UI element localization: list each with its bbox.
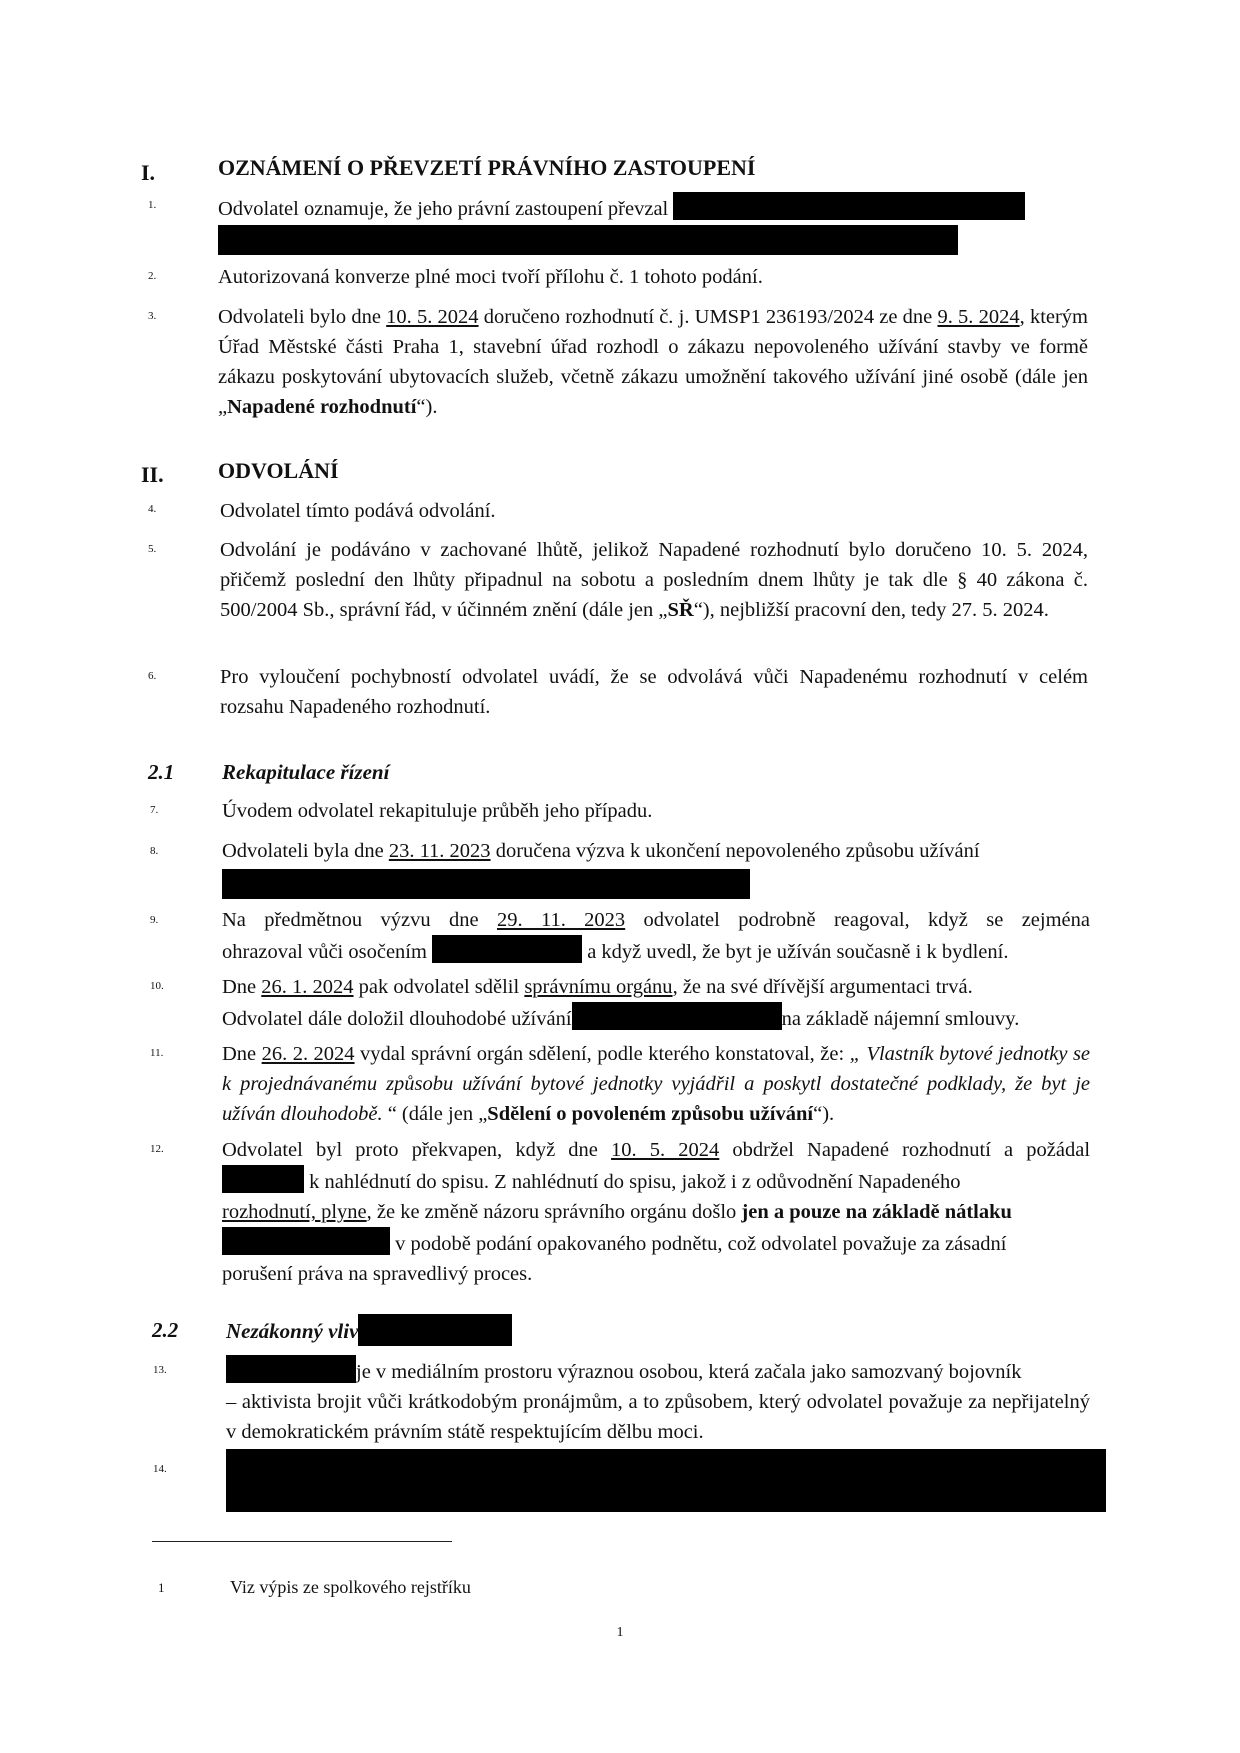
date: 26. 2. 2024 xyxy=(261,1043,355,1065)
paragraph-number: 1. xyxy=(148,199,157,211)
paragraph-number: 10. xyxy=(150,980,164,992)
section-number: I. xyxy=(141,160,156,185)
redaction xyxy=(226,1355,356,1383)
paragraph-5: Odvolání je podáváno v zachované lhůtě, jelikož Napadené rozhodnutí bylo doručeno 10. 5. 2024, přičemž poslední den lhůty připadnul na sobotu a posledním dnem lhůty je tak dle § 40 zákona č. 500/2004 Sb., správní řád, v účinném znění (dále jen „SŘ“), nejbližší pracovní den, tedy 27. 5. 2024. xyxy=(220,539,1088,621)
redaction xyxy=(572,1002,782,1030)
date: 9. 5. 2024 xyxy=(937,306,1020,328)
paragraph-1 xyxy=(218,192,1088,224)
page-number: 1 xyxy=(616,1625,624,1640)
date: 29. 11. 2023 xyxy=(496,909,626,931)
paragraph-9: Na předmětnou výzvu dne 29. 11. 2023 odvolatel podrobně reagoval, když se zejména ohrazoval vůči osočením a když uvedl, že byt je užíván současně i k bydlení. xyxy=(222,909,1090,963)
section-title: OZNÁMENÍ O PŘEVZETÍ PRÁVNÍHO ZASTOUPENÍ xyxy=(218,155,756,180)
redaction xyxy=(673,192,1025,220)
redaction xyxy=(222,869,750,899)
paragraph-4: Odvolatel tímto podává odvolání. xyxy=(220,500,496,522)
defined-term: Napadené rozhodnutí xyxy=(227,396,417,418)
paragraph-12: Odvolatel byl proto překvapen, když dne 10. 5. 2024 obdržel Napadené rozhodnutí a požádal k nahlédnutí do spisu. Z nahlédnutí do spisu, jakož i z odůvodnění Napadeného rozhodnutí, plyne, že ke změně názoru správního orgánu došlo jen a pouze na základě nátlaku v podobě podání opakovaného podnětu, což odvolatel považuje za zásadní porušení práva na spravedlivý proces. xyxy=(222,1139,1091,1285)
redaction xyxy=(432,935,582,963)
paragraph-number: 9. xyxy=(150,914,159,926)
subsection-title: Nezákonný vliv xyxy=(226,1314,512,1346)
footnote-separator xyxy=(152,1541,452,1542)
date: 10. 5. 2024 xyxy=(611,1139,720,1161)
paragraph-number: 13. xyxy=(153,1364,167,1376)
redaction xyxy=(226,1449,1106,1512)
paragraph-number: 14. xyxy=(153,1463,167,1475)
footnote-text: Viz výpis ze spolkového rejstříku xyxy=(230,1577,471,1597)
date: 10. 5. 2024 xyxy=(386,306,479,328)
paragraph-text: Odvolatel oznamuje, že jeho právní zastoupení převzal xyxy=(218,198,669,220)
footnote-number: 1 xyxy=(158,1580,165,1595)
paragraph-2: Autorizovaná konverze plné moci tvoří přílohu č. 1 tohoto podání. xyxy=(218,266,763,288)
section-number: II. xyxy=(141,462,164,487)
redaction xyxy=(358,1314,512,1346)
paragraph-3: Odvolateli bylo dne 10. 5. 2024 doručeno rozhodnutí č. j. UMSP1 236193/2024 ze dne 9. 5. 2024, kterým Úřad Městské části Praha 1, stavební úřad rozhodl o zákazu nepovoleného užívání stavby ve formě zákazu poskytování ubytovacích služeb, včetně zákazu umožnění takového užívání jiné osobě (dále jen „Napadené rozhodnutí“). xyxy=(218,306,1089,418)
paragraph-number: 2. xyxy=(148,270,157,282)
subsection-number: 2.2 xyxy=(152,1318,179,1342)
paragraph-10: Dne 26. 1. 2024 pak odvolatel sdělil správnímu orgánu, že na své dřívější argumentaci trvá. Odvolatel dále doložil dlouhodobé užívání na základě nájemní smlouvy. xyxy=(222,976,1020,1030)
quotation: „ Vlastník bytové jednotky se k projednávanému způsobu užívání bytové jednotky vyjádřil a poskytl dostatečné podklady, že byt je užíván dlouhodobě. xyxy=(222,1043,1091,1125)
date: 23. 11. 2023 xyxy=(388,840,491,862)
defined-term: SŘ xyxy=(667,599,694,621)
emphasis: jen a pouze na základě nátlaku xyxy=(741,1201,1012,1223)
paragraph-number: 12. xyxy=(150,1143,164,1155)
defined-term: Sdělení o povoleném způsobu užívání xyxy=(487,1103,814,1125)
paragraph-8: Odvolateli byla dne 23. 11. 2023 doručena výzva k ukončení nepovoleného způsobu užívání xyxy=(222,840,980,862)
section-title: ODVOLÁNÍ xyxy=(218,458,339,483)
paragraph-number: 8. xyxy=(150,845,159,857)
paragraph-number: 6. xyxy=(148,670,157,682)
subsection-title: Rekapitulace řízení xyxy=(222,760,390,784)
paragraph-13: je v mediálním prostoru výraznou osobou, která začala jako samozvaný bojovník – aktivista brojit vůči krátkodobým pronájmům, a to způsobem, který odvolatel považuje za nepřijatelný v demokratickém právním státě respektujícím dělbu moci. xyxy=(226,1355,1090,1447)
redaction xyxy=(222,1227,390,1255)
date: 26. 1. 2024 xyxy=(261,976,354,998)
redaction xyxy=(218,225,958,255)
paragraph-number: 3. xyxy=(148,310,157,322)
paragraph-7: Úvodem odvolatel rekapituluje průběh jeho případu. xyxy=(222,800,653,822)
paragraph-11: Dne 26. 2. 2024 vydal správní orgán sdělení, podle kterého konstatoval, že: „ Vlastník bytové jednotky se k projednávanému způsobu užívání bytové jednotky vyjádřil a poskytl dostatečné podklady, že byt je užíván dlouhodobě. “ (dále jen „Sdělení o povoleném způsobu užívání“). xyxy=(222,1043,1091,1125)
subsection-number: 2.1 xyxy=(148,760,175,784)
paragraph-number: 4. xyxy=(148,503,157,515)
paragraph-6: Pro vyloučení pochybností odvolatel uvádí, že se odvolává vůči Napadenému rozhodnutí v celém rozsahu Napadeného rozhodnutí. xyxy=(220,666,1088,718)
paragraph-number: 5. xyxy=(148,543,157,555)
paragraph-number: 7. xyxy=(150,804,159,816)
redaction xyxy=(222,1165,304,1193)
paragraph-number: 11. xyxy=(150,1047,164,1059)
